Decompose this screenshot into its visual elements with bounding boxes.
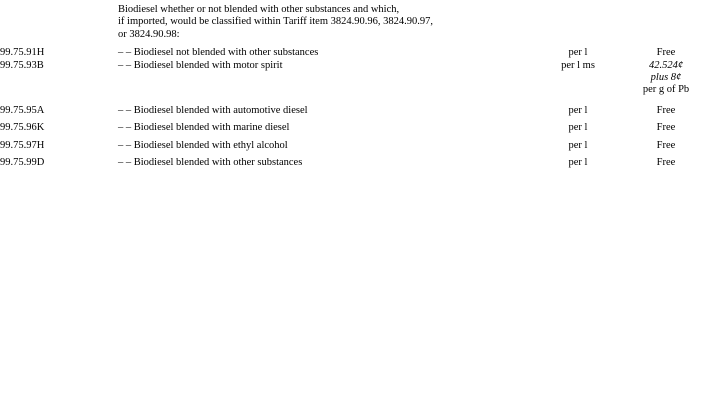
row-unit: per l (568, 157, 588, 169)
row-rate-line: Free (656, 47, 676, 59)
row-description: – – Biodiesel blended with marine diesel (118, 122, 290, 134)
row-rate-line: Free (656, 139, 676, 151)
table-row (0, 60, 712, 97)
heading-code-cell (0, 4, 118, 42)
row-spacer (0, 97, 712, 105)
spacer-cell-1 (0, 97, 118, 105)
heading-line-3: or 3824.90.98: (118, 28, 180, 40)
row-code: 99.75.96K (0, 122, 45, 134)
row-rate-line: Free (656, 104, 676, 116)
row-unit: per l ms (561, 59, 595, 71)
table-row (0, 105, 712, 117)
table-row (0, 157, 712, 169)
tariff-table (0, 4, 712, 169)
row-code: 99.75.97H (0, 139, 45, 151)
row-description: – – Biodiesel blended with automotive diesel (118, 104, 308, 116)
row-rate-line: 42.524¢ (648, 59, 684, 71)
row-description: – – Biodiesel blended with other substances (118, 157, 303, 169)
row-code: 99.75.99D (0, 157, 45, 169)
table-row (0, 47, 712, 59)
heading-unit-cell (536, 4, 620, 42)
row-description: – – Biodiesel blended with motor spirit (118, 59, 283, 71)
row-rate (620, 105, 712, 117)
row-description: – – Biodiesel blended with ethyl alcohol (118, 139, 288, 151)
spacer-cell-2 (118, 97, 536, 105)
row-rate-line: Free (656, 157, 676, 169)
row-rate (620, 157, 712, 169)
row-unit: per l (568, 122, 588, 134)
row-rate (620, 140, 712, 152)
row-rate-line: Free (656, 122, 676, 134)
table-row (0, 122, 712, 134)
table-heading-row (0, 4, 712, 42)
row-rate-line: plus 8¢ (650, 72, 682, 84)
heading-line-1: Biodiesel whether or not blended with other substances and which, (118, 4, 400, 15)
row-rate (620, 47, 712, 59)
heading-description-cell (118, 4, 536, 42)
row-code: 99.75.93B (0, 59, 44, 71)
tariff-table-body (0, 4, 712, 169)
row-unit: per l (568, 104, 588, 116)
row-code: 99.75.91H (0, 47, 45, 59)
heading-line-2: if imported, would be classified within Tariff item 3824.90.96, 3824.90.97, (118, 16, 433, 28)
row-rate (620, 122, 712, 134)
row-code: 99.75.95A (0, 104, 45, 116)
spacer-cell-4 (620, 97, 712, 105)
row-description: – – Biodiesel not blended with other substances (118, 47, 319, 59)
row-rate (620, 60, 712, 97)
row-unit: per l (568, 47, 588, 59)
row-unit: per l (568, 139, 588, 151)
row-rate-line: per g of Pb (642, 84, 690, 96)
table-row (0, 140, 712, 152)
spacer-cell-3 (536, 97, 620, 105)
heading-rate-cell (620, 4, 712, 42)
